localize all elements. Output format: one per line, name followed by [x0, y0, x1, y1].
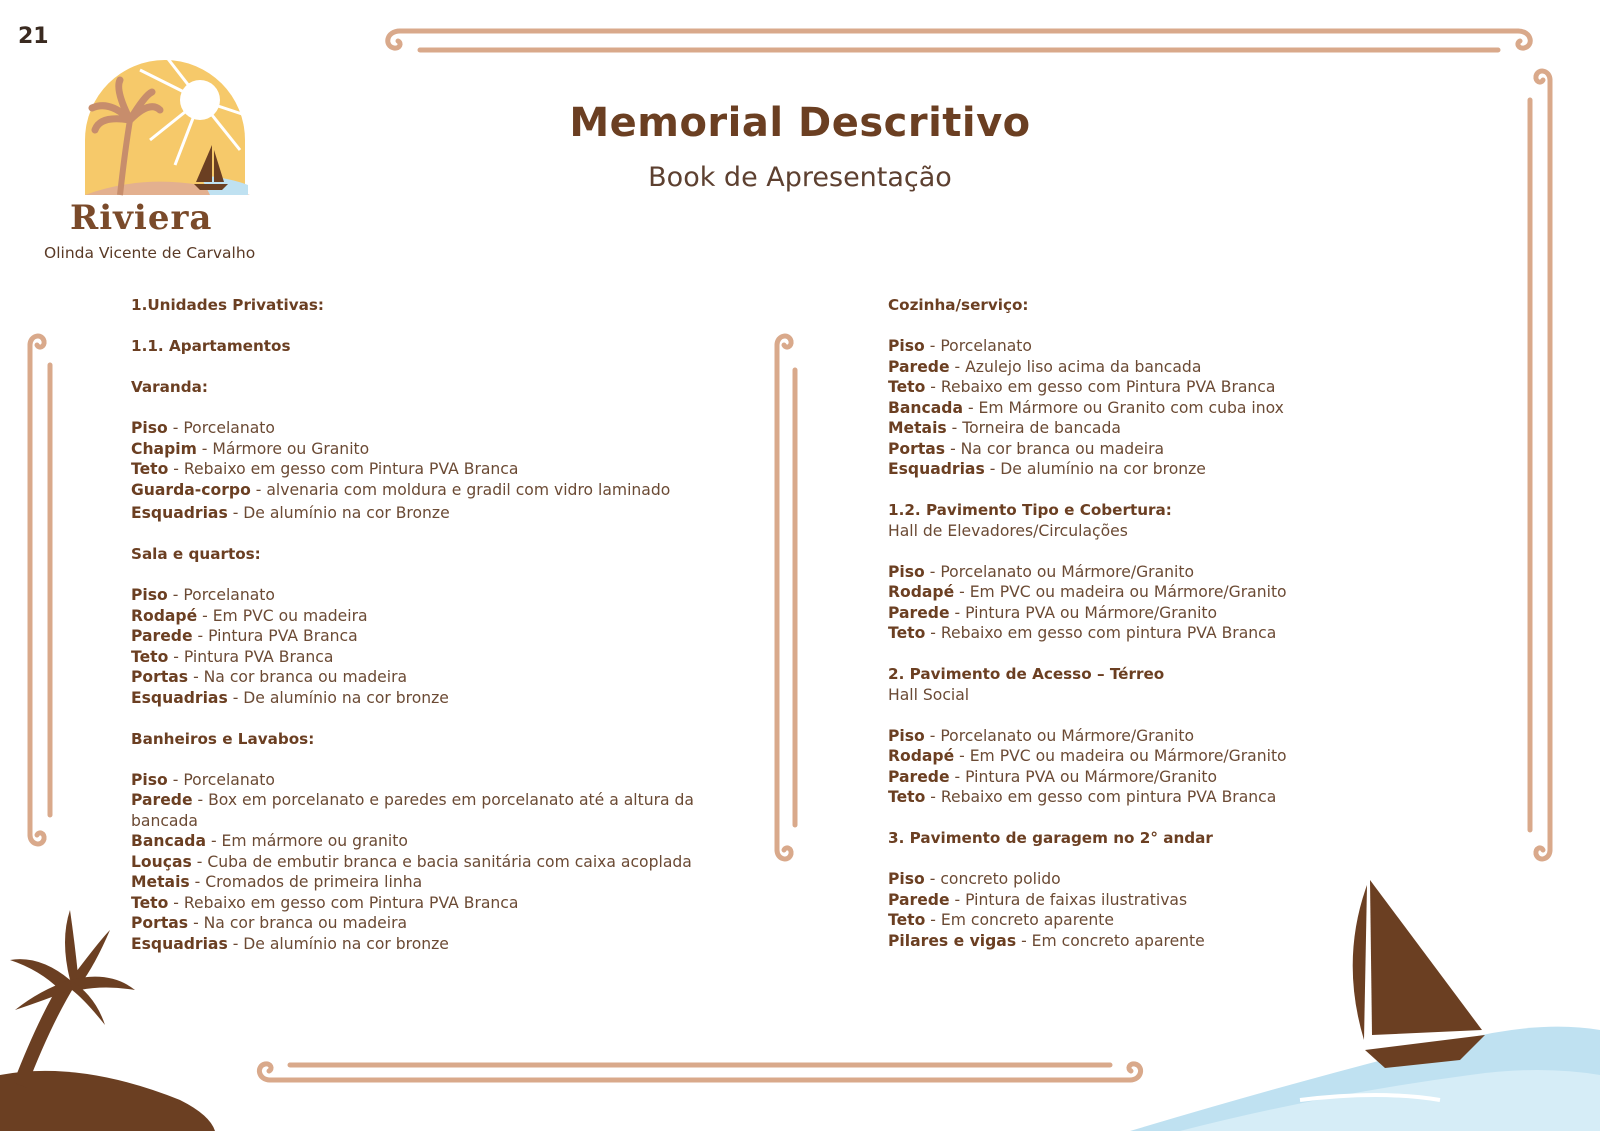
spec-item	[888, 459, 1408, 480]
spec-item	[131, 872, 741, 893]
spec-item	[888, 767, 1408, 788]
spec-item	[888, 398, 1408, 419]
spec-value: - Pintura PVA ou Mármore/Granito	[954, 603, 1218, 622]
left-frame-ornament	[30, 336, 50, 844]
spec-label: Metais	[888, 419, 947, 437]
spec-label: Piso	[888, 337, 925, 355]
spec-value: - Porcelanato	[929, 337, 1032, 355]
spec-item	[888, 336, 1408, 357]
spec-value: - Em PVC ou madeira ou Mármore/Granito	[959, 747, 1287, 765]
spec-label: Portas	[131, 668, 189, 686]
spec-item	[131, 418, 741, 439]
spec-label: Parede	[888, 767, 950, 786]
spec-label: Rodapé	[888, 583, 955, 601]
spec-value: - Em mármore ou granito	[210, 832, 408, 850]
center-divider-ornament	[777, 336, 795, 859]
spec-item	[888, 869, 1408, 890]
spec-label: Portas	[888, 439, 946, 458]
right-column	[888, 295, 1408, 951]
spec-value: - Rebaixo em gesso com pintura PVA Branca	[930, 624, 1277, 642]
spec-label: Teto	[888, 378, 926, 396]
logo-tagline: Olinda Vicente de Carvalho	[44, 244, 256, 262]
spec-value: - Porcelanato ou Mármore/Granito	[929, 562, 1194, 581]
spec-value: - Pintura de faixas ilustrativas	[954, 890, 1188, 909]
section-heading-cozinha: Cozinha/serviço:	[888, 296, 1029, 314]
spec-item	[888, 562, 1408, 583]
spec-item	[131, 831, 741, 852]
spec-value: - Pintura PVA Branca	[197, 627, 358, 645]
spec-label: Piso	[131, 586, 168, 604]
section-heading-units: 1.Unidades Privativas:	[131, 296, 325, 314]
spec-value: - Na cor branca ou madeira	[950, 439, 1165, 458]
spec-item	[131, 439, 741, 460]
spec-label: Teto	[131, 647, 169, 666]
spec-label: Piso	[131, 419, 168, 437]
section-subheading: Hall de Elevadores/Circulações	[888, 521, 1128, 540]
section-heading-pavimento-tipo: 1.2. Pavimento Tipo e Cobertura:	[888, 501, 1172, 519]
spec-item	[131, 647, 741, 668]
spec-label: Esquadrias	[131, 934, 228, 953]
spec-label: Teto	[131, 460, 169, 478]
spec-label: Teto	[888, 911, 926, 929]
spec-label: Esquadrias	[131, 688, 228, 707]
spec-label: Bancada	[131, 832, 206, 850]
spec-value: - De alumínio na cor bronze	[989, 460, 1206, 478]
spec-label: Parede	[888, 357, 950, 376]
spec-label: Rodapé	[131, 606, 198, 625]
spec-label: Esquadrias	[131, 504, 228, 522]
section-heading-garagem: 3. Pavimento de garagem no 2° andar	[888, 829, 1213, 847]
spec-value: - Porcelanato ou Mármore/Granito	[929, 726, 1194, 745]
spec-item	[888, 582, 1408, 603]
spec-label: Metais	[131, 873, 190, 891]
page-number: 21	[18, 24, 49, 49]
section-heading-varanda: Varanda:	[131, 378, 208, 396]
spec-item	[888, 439, 1408, 460]
spec-value: - Torneira de bancada	[951, 419, 1121, 437]
spec-label: Piso	[131, 770, 168, 789]
spec-value: - Na cor branca ou madeira	[193, 668, 408, 686]
spec-item	[131, 606, 741, 627]
spec-label: Chapim	[131, 439, 197, 458]
spec-value: - Pintura PVA Branca	[173, 647, 334, 666]
spec-label: Parede	[888, 890, 950, 909]
spec-value: - Rebaixo em gesso com Pintura PVA Branca	[930, 378, 1276, 396]
spec-label: Rodapé	[888, 747, 955, 765]
top-frame-ornament	[388, 31, 1531, 50]
spec-value: - Azulejo liso acima da bancada	[954, 357, 1202, 376]
spec-label: Esquadrias	[888, 460, 985, 478]
spec-value: - Em concreto aparente	[930, 911, 1114, 929]
spec-value: - De alumínio na cor bronze	[232, 934, 449, 953]
spec-value: - Rebaixo em gesso com pintura PVA Branca	[930, 788, 1277, 806]
spec-value: - Em PVC ou madeira ou Mármore/Granito	[959, 583, 1287, 601]
spec-label: Parede	[131, 627, 193, 645]
spec-item	[888, 787, 1408, 808]
spec-label: Guarda-corpo	[131, 480, 251, 499]
spec-value: - Em PVC ou madeira	[202, 606, 368, 625]
section-heading-acesso: 2. Pavimento de Acesso – Térreo	[888, 665, 1165, 683]
spec-label: Parede	[888, 603, 950, 622]
spec-item	[131, 852, 741, 873]
spec-item	[131, 667, 741, 688]
spec-label: Teto	[888, 624, 926, 642]
spec-item	[131, 770, 741, 791]
spec-label: Pilares e vigas	[888, 931, 1017, 950]
spec-item	[888, 910, 1408, 931]
spec-item	[888, 418, 1408, 439]
bottom-frame-ornament	[259, 1064, 1140, 1080]
spec-item	[131, 688, 741, 709]
spec-value: - Mármore ou Granito	[201, 439, 370, 458]
spec-value: - Box em porcelanato e paredes em porcelanato até a altura da bancada	[131, 791, 694, 830]
spec-label: Piso	[888, 726, 925, 745]
section-subheading: Hall Social	[888, 685, 970, 704]
spec-value: - Rebaixo em gesso com Pintura PVA Branca	[173, 893, 519, 912]
spec-label: Louças	[131, 852, 192, 871]
spec-label: Parede	[131, 791, 193, 809]
spec-item	[131, 503, 741, 524]
spec-label: Teto	[888, 788, 926, 806]
spec-item	[131, 790, 731, 831]
logo-illustration	[85, 55, 250, 195]
spec-item	[888, 890, 1408, 911]
spec-item	[131, 459, 741, 480]
spec-value: - Rebaixo em gesso com Pintura PVA Branca	[173, 460, 519, 478]
spec-item	[888, 603, 1408, 624]
spec-item	[131, 585, 741, 606]
spec-value: - Em Mármore ou Granito com cuba inox	[967, 398, 1284, 417]
spec-value: - Em concreto aparente	[1021, 931, 1205, 950]
spec-value: - Pintura PVA ou Mármore/Granito	[954, 767, 1218, 786]
spec-value: - Porcelanato	[172, 419, 275, 437]
section-heading-apartments: 1.1. Apartamentos	[131, 337, 291, 355]
spec-value: - Cuba de embutir branca e bacia sanitária com caixa acoplada	[196, 852, 692, 871]
spec-item	[131, 893, 741, 914]
spec-value: - De alumínio na cor Bronze	[232, 504, 450, 522]
spec-value: - De alumínio na cor bronze	[232, 688, 449, 707]
spec-value: - Na cor branca ou madeira	[193, 914, 408, 932]
spec-item	[888, 746, 1408, 767]
right-frame-ornament	[1530, 71, 1550, 859]
spec-item	[131, 913, 741, 934]
spec-item	[888, 357, 1408, 378]
spec-value: - Porcelanato	[172, 770, 275, 789]
spec-item	[888, 377, 1408, 398]
spec-item	[131, 480, 741, 501]
spec-label: Piso	[888, 870, 925, 888]
page-subtitle: Book de Apresentação	[648, 162, 952, 193]
section-heading-sala: Sala e quartos:	[131, 545, 261, 563]
spec-value: - alvenaria com moldura e gradil com vidro laminado	[255, 480, 671, 499]
section-heading-banheiros: Banheiros e Lavabos:	[131, 729, 315, 748]
spec-label: Bancada	[888, 398, 963, 417]
spec-label: Teto	[131, 893, 169, 912]
left-column	[131, 295, 741, 954]
spec-value: - Porcelanato	[172, 586, 275, 604]
spec-label: Piso	[888, 562, 925, 581]
spec-item	[131, 626, 741, 647]
page-title: Memorial Descritivo	[569, 100, 1031, 146]
spec-item	[888, 623, 1408, 644]
spec-item	[131, 934, 741, 955]
spec-item	[888, 726, 1408, 747]
spec-label: Portas	[131, 914, 189, 932]
spec-item	[888, 931, 1408, 952]
logo-wordmark: Riviera	[70, 198, 213, 238]
spec-value: - Cromados de primeira linha	[194, 873, 423, 891]
spec-value: - concreto polido	[929, 870, 1061, 888]
